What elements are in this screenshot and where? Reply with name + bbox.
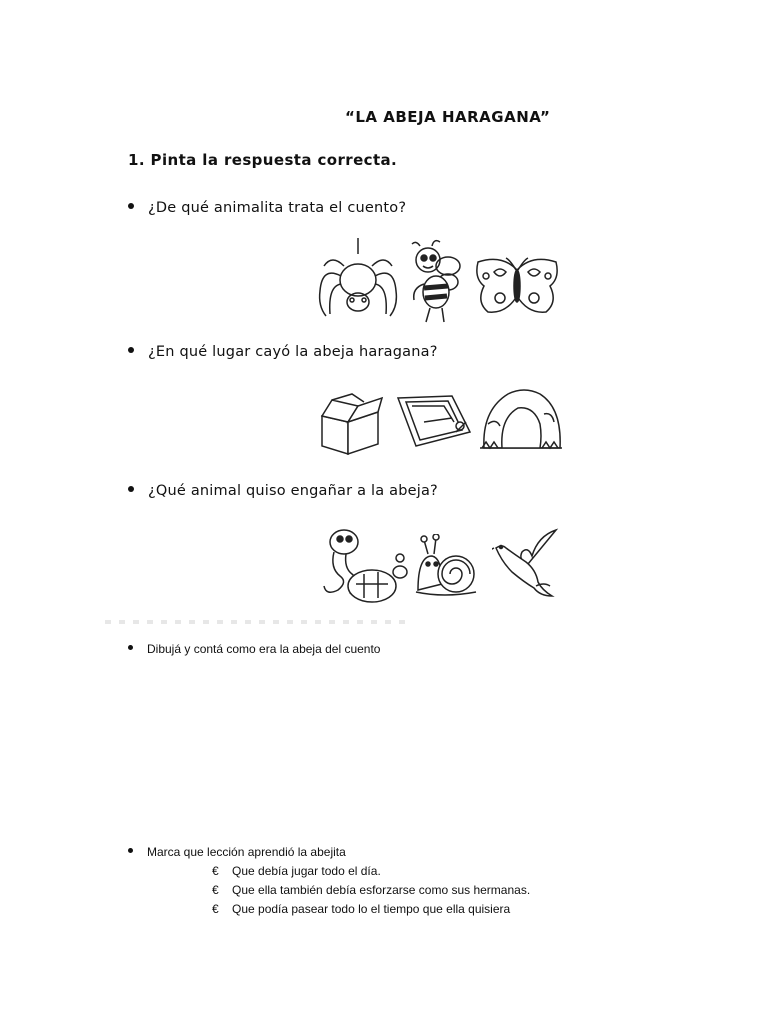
lesson-option-3-text: Que podía pasear todo lo el tiempo que ella quisiera bbox=[232, 902, 511, 916]
bee-icon bbox=[404, 238, 466, 326]
question-2-text: ¿En qué lugar cayó la abeja haragana? bbox=[148, 344, 438, 360]
draw-task bbox=[128, 642, 380, 656]
question-3 bbox=[128, 483, 438, 499]
lesson-option-3[interactable] bbox=[212, 902, 510, 916]
lesson-option-2[interactable] bbox=[212, 883, 530, 897]
question-2 bbox=[128, 344, 438, 360]
checkbox-bullet-icon: € bbox=[212, 883, 219, 897]
worksheet-title: “LA ABEJA HARAGANA” bbox=[345, 108, 551, 126]
spider-icon bbox=[312, 236, 402, 324]
bullet-icon bbox=[128, 486, 134, 492]
question-3-text: ¿Qué animal quiso engañar a la abeja? bbox=[148, 483, 438, 499]
snake-turtle-icon bbox=[316, 524, 408, 608]
checkbox-bullet-icon: € bbox=[212, 864, 219, 878]
draw-task-text: Dibujá y contá como era la abeja del cuento bbox=[147, 642, 381, 656]
bullet-icon bbox=[128, 347, 134, 353]
snail-icon bbox=[414, 534, 480, 600]
lesson-option-2-text: Que ella también debía esforzarse como sus hermanas. bbox=[232, 883, 531, 897]
dove-icon bbox=[492, 526, 562, 600]
question-1-text: ¿De qué animalita trata el cuento? bbox=[148, 200, 407, 216]
bullet-icon bbox=[128, 848, 133, 853]
checkbox-bullet-icon: € bbox=[212, 902, 219, 916]
bullet-icon bbox=[128, 645, 133, 650]
question-1 bbox=[128, 200, 406, 216]
cave-icon bbox=[478, 384, 564, 456]
box-icon bbox=[318, 392, 384, 456]
lesson-task bbox=[128, 845, 346, 859]
butterfly-icon bbox=[472, 256, 562, 322]
trap-icon bbox=[394, 392, 474, 452]
bullet-icon bbox=[128, 203, 134, 209]
lesson-option-1[interactable] bbox=[212, 864, 381, 878]
scan-artifact bbox=[105, 620, 405, 624]
lesson-task-text: Marca que lección aprendió la abejita bbox=[147, 845, 346, 859]
section-heading: 1. Pinta la respuesta correcta. bbox=[128, 151, 398, 169]
lesson-option-1-text: Que debía jugar todo el día. bbox=[232, 864, 381, 878]
